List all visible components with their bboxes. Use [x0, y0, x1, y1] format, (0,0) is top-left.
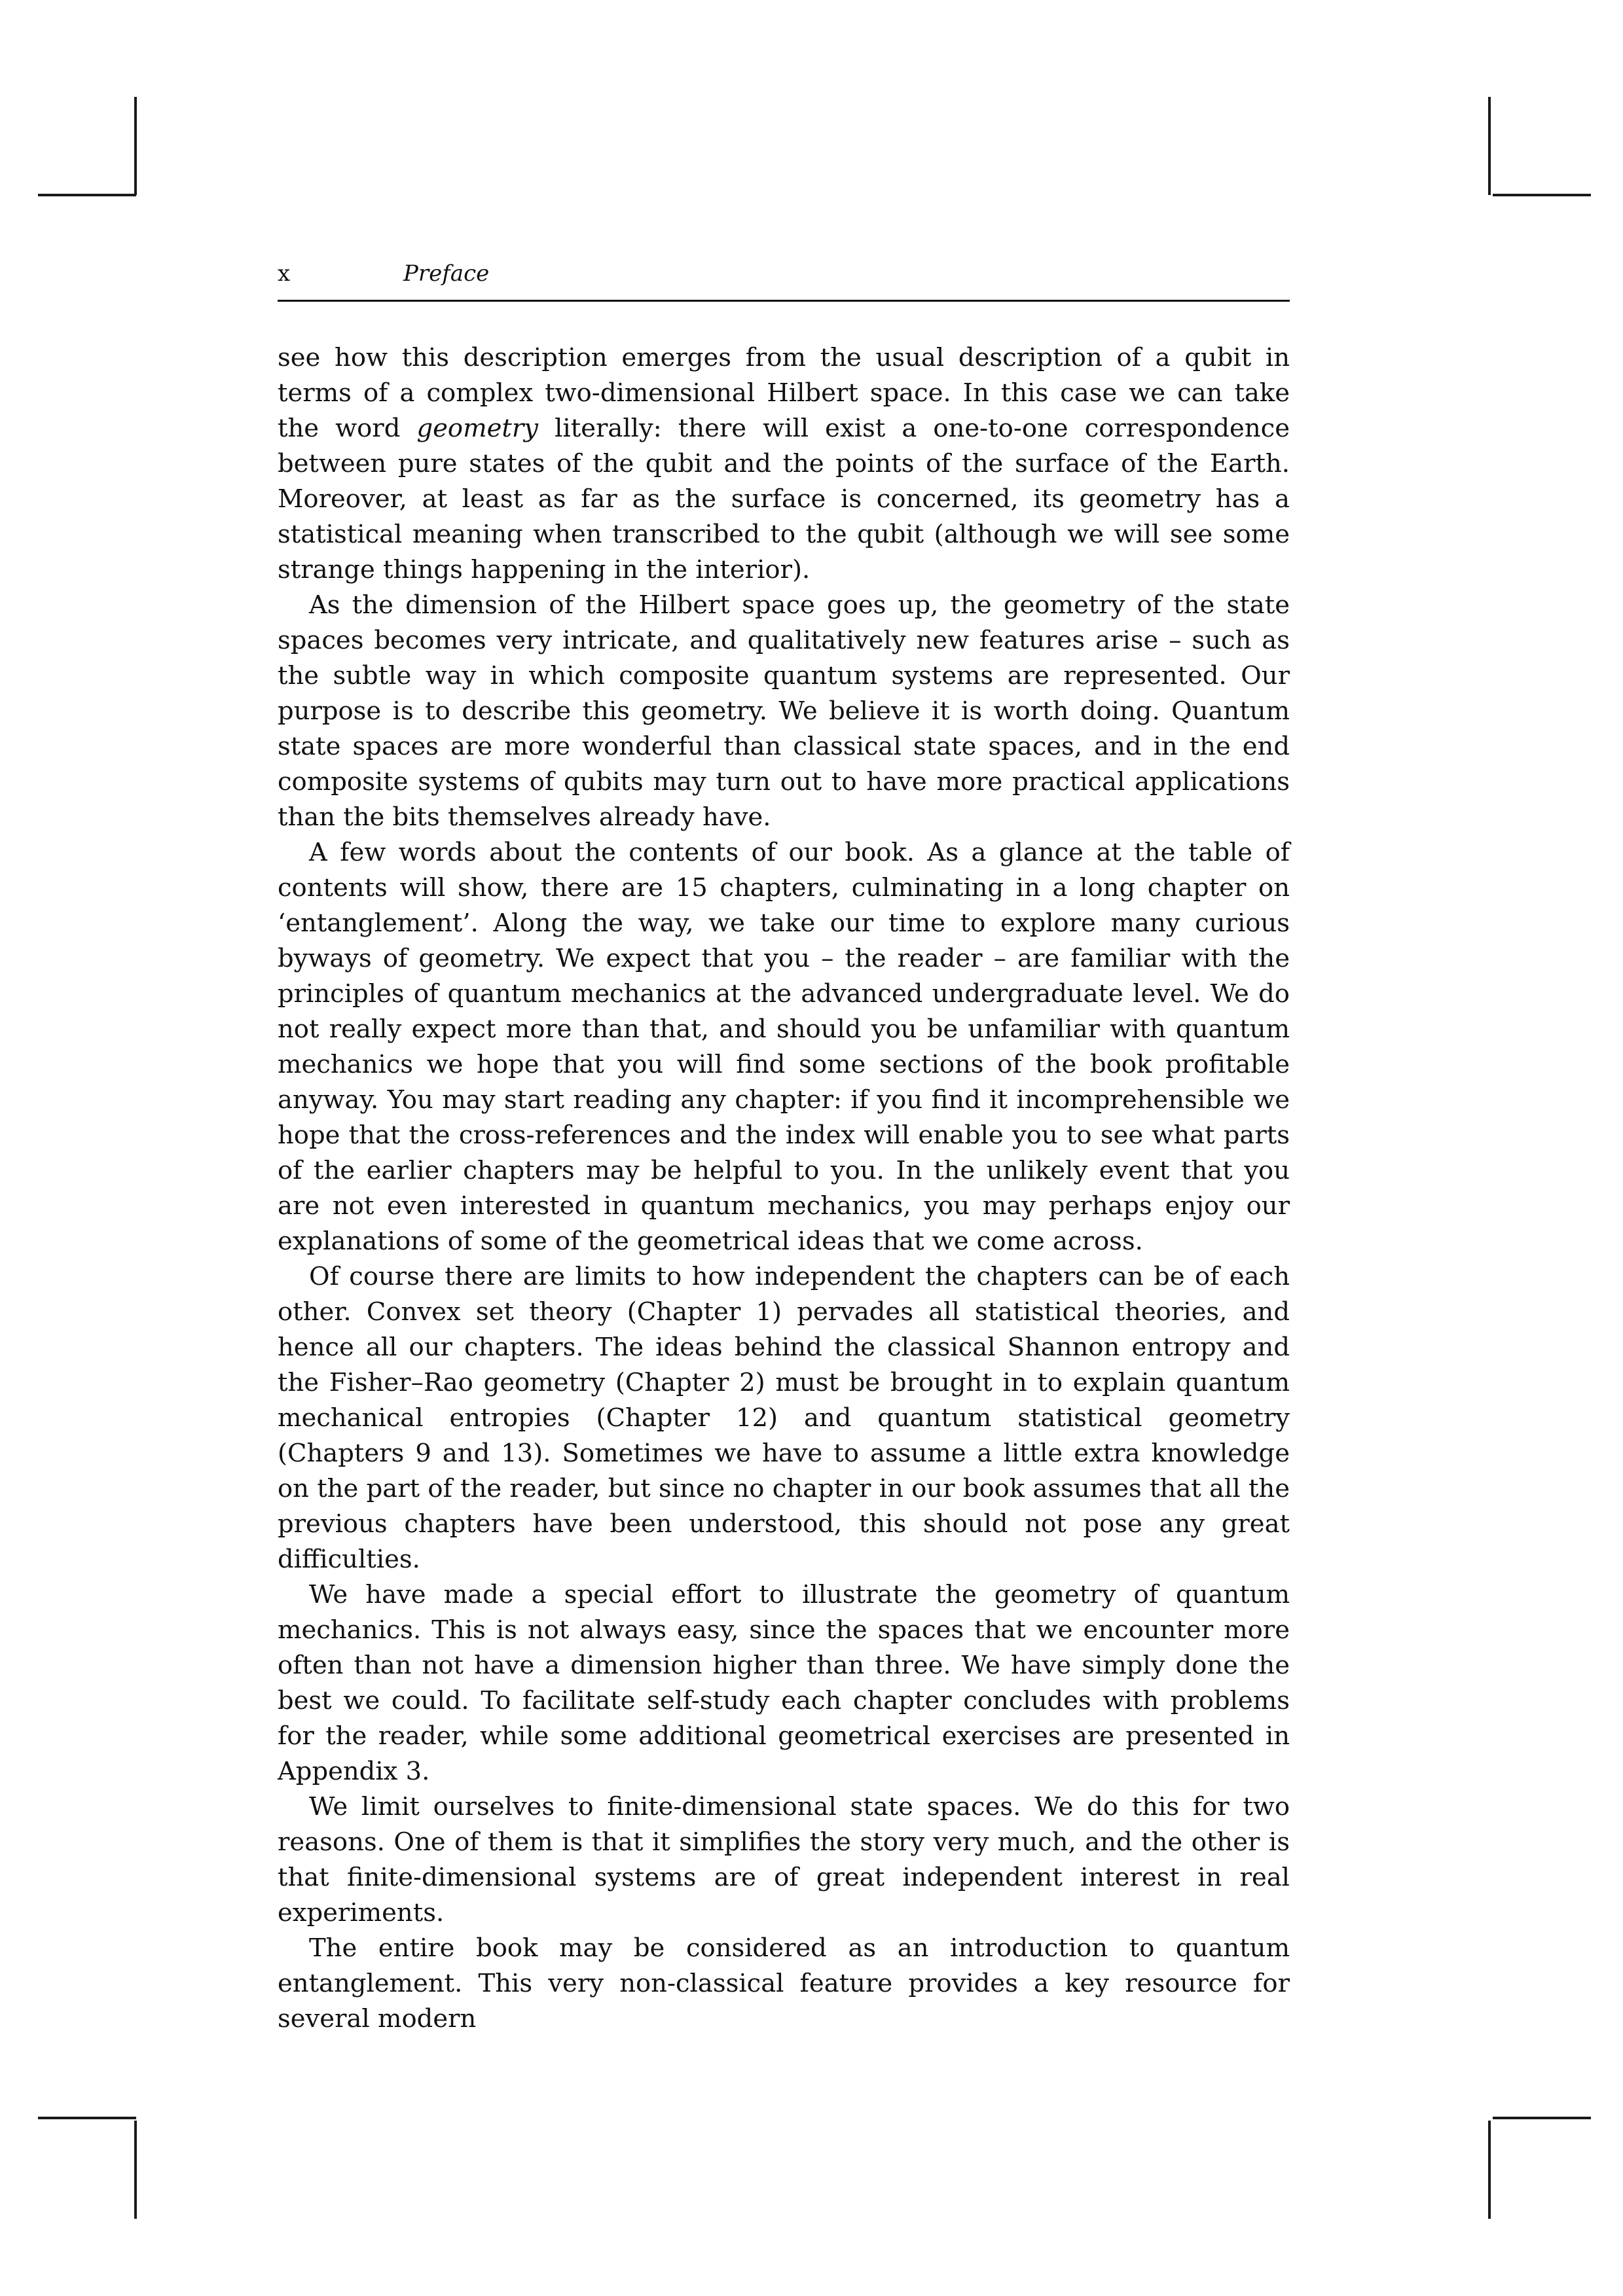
crop-mark-bottom-left-horizontal — [38, 2117, 136, 2119]
crop-mark-top-right-vertical — [1488, 97, 1491, 195]
paragraph-2: As the dimension of the Hilbert space goes up, the geometry of the state spaces becomes very intricate, and qualitatively new features arise – such as the subtle way in which composite quantum systems are represented. Our purpose is to describe this geometry. We believe it is worth doing. Quantum state spaces are more wonderful than classical state spaces, and in the end composite systems of qubits may turn out to have more practical applications than the bits themselves already have. — [278, 590, 1290, 832]
running-title: Preface — [403, 260, 490, 287]
page-number: x — [278, 260, 291, 287]
paragraph-6: We limit ourselves to finite-dimensional state spaces. We do this for two reasons. One of them is that it simplifies the story very much, and the other is that finite-dimensional systems are of great independent interest in real experiments. — [278, 1792, 1290, 1928]
paragraph-5: We have made a special effort to illustrate the geometry of quantum mechanics. This is not always easy, since the spaces that we encounter more often than not have a dimension higher than three. We have simply done the best we could. To facilitate self-study each chapter concludes with problems for the reader, while some additional geometrical exercises are presented in Appendix 3. — [278, 1580, 1290, 1786]
paragraph-7: The entire book may be considered as an introduction to quantum entanglement. This very non-classical feature provides a key resource for several modern — [278, 1933, 1290, 2034]
crop-mark-bottom-right-vertical — [1488, 2121, 1491, 2219]
paragraph-4: Of course there are limits to how independent the chapters can be of each other. Convex set theory (Chapter 1) pervades all statistical theories, and hence all our chapters. The ideas behind the classical Shannon entropy and the Fisher–Rao geometry (Chapter 2) must be brought in to explain quantum mechanical entropies (Chapter 12) and quantum statistical geometry (Chapters 9 and 13). Sometimes we have to assume a little extra knowledge on the part of the reader, but since no chapter in our book assumes that all the previous chapters have been understood, this should not pose any great difficulties. — [278, 1262, 1290, 1574]
emphasis-geometry: geometry — [416, 414, 538, 443]
crop-mark-top-left-vertical — [134, 97, 137, 195]
crop-mark-top-left-horizontal — [38, 194, 136, 196]
paragraph-1 — [278, 340, 1290, 588]
paragraph-1-end: literally: there will exist a one-to-one correspondence between pure states of the qubit and the points of the surface of the Earth. Moreover, at least as far as the surface is concerned, its geometry has a statistical meaning when transcribed to the qubit (although we will see some strange things happening in the interior). — [278, 414, 1290, 584]
body-text — [278, 340, 1290, 2037]
crop-mark-bottom-right-horizontal — [1493, 2117, 1591, 2119]
paragraph-1-start: see how this description emerges from the usual description of a qubit in terms of a complex two-dimensional Hilbert space. In this case we can take the word — [278, 343, 1290, 443]
running-head — [278, 260, 1290, 302]
crop-mark-bottom-left-vertical — [134, 2121, 137, 2219]
paragraph-3: A few words about the contents of our book. As a glance at the table of contents will show, there are 15 chapters, culminating in a long chapter on ‘entanglement’. Along the way, we take our time to explore many curious byways of geometry. We expect that you – the reader – are familiar with the principles of quantum mechanics at the advanced undergraduate level. We do not really expect more than that, and should you be unfamiliar with quantum mechanics we hope that you will find some sections of the book profitable anyway. You may start reading any chapter: if you find it incomprehensible we hope that the cross-references and the index will enable you to see what parts of the earlier chapters may be helpful to you. In the unlikely event that you are not even interested in quantum mechanics, you may perhaps enjoy our explanations of some of the geometrical ideas that we come across. — [278, 838, 1290, 1256]
crop-mark-top-right-horizontal — [1493, 194, 1591, 196]
